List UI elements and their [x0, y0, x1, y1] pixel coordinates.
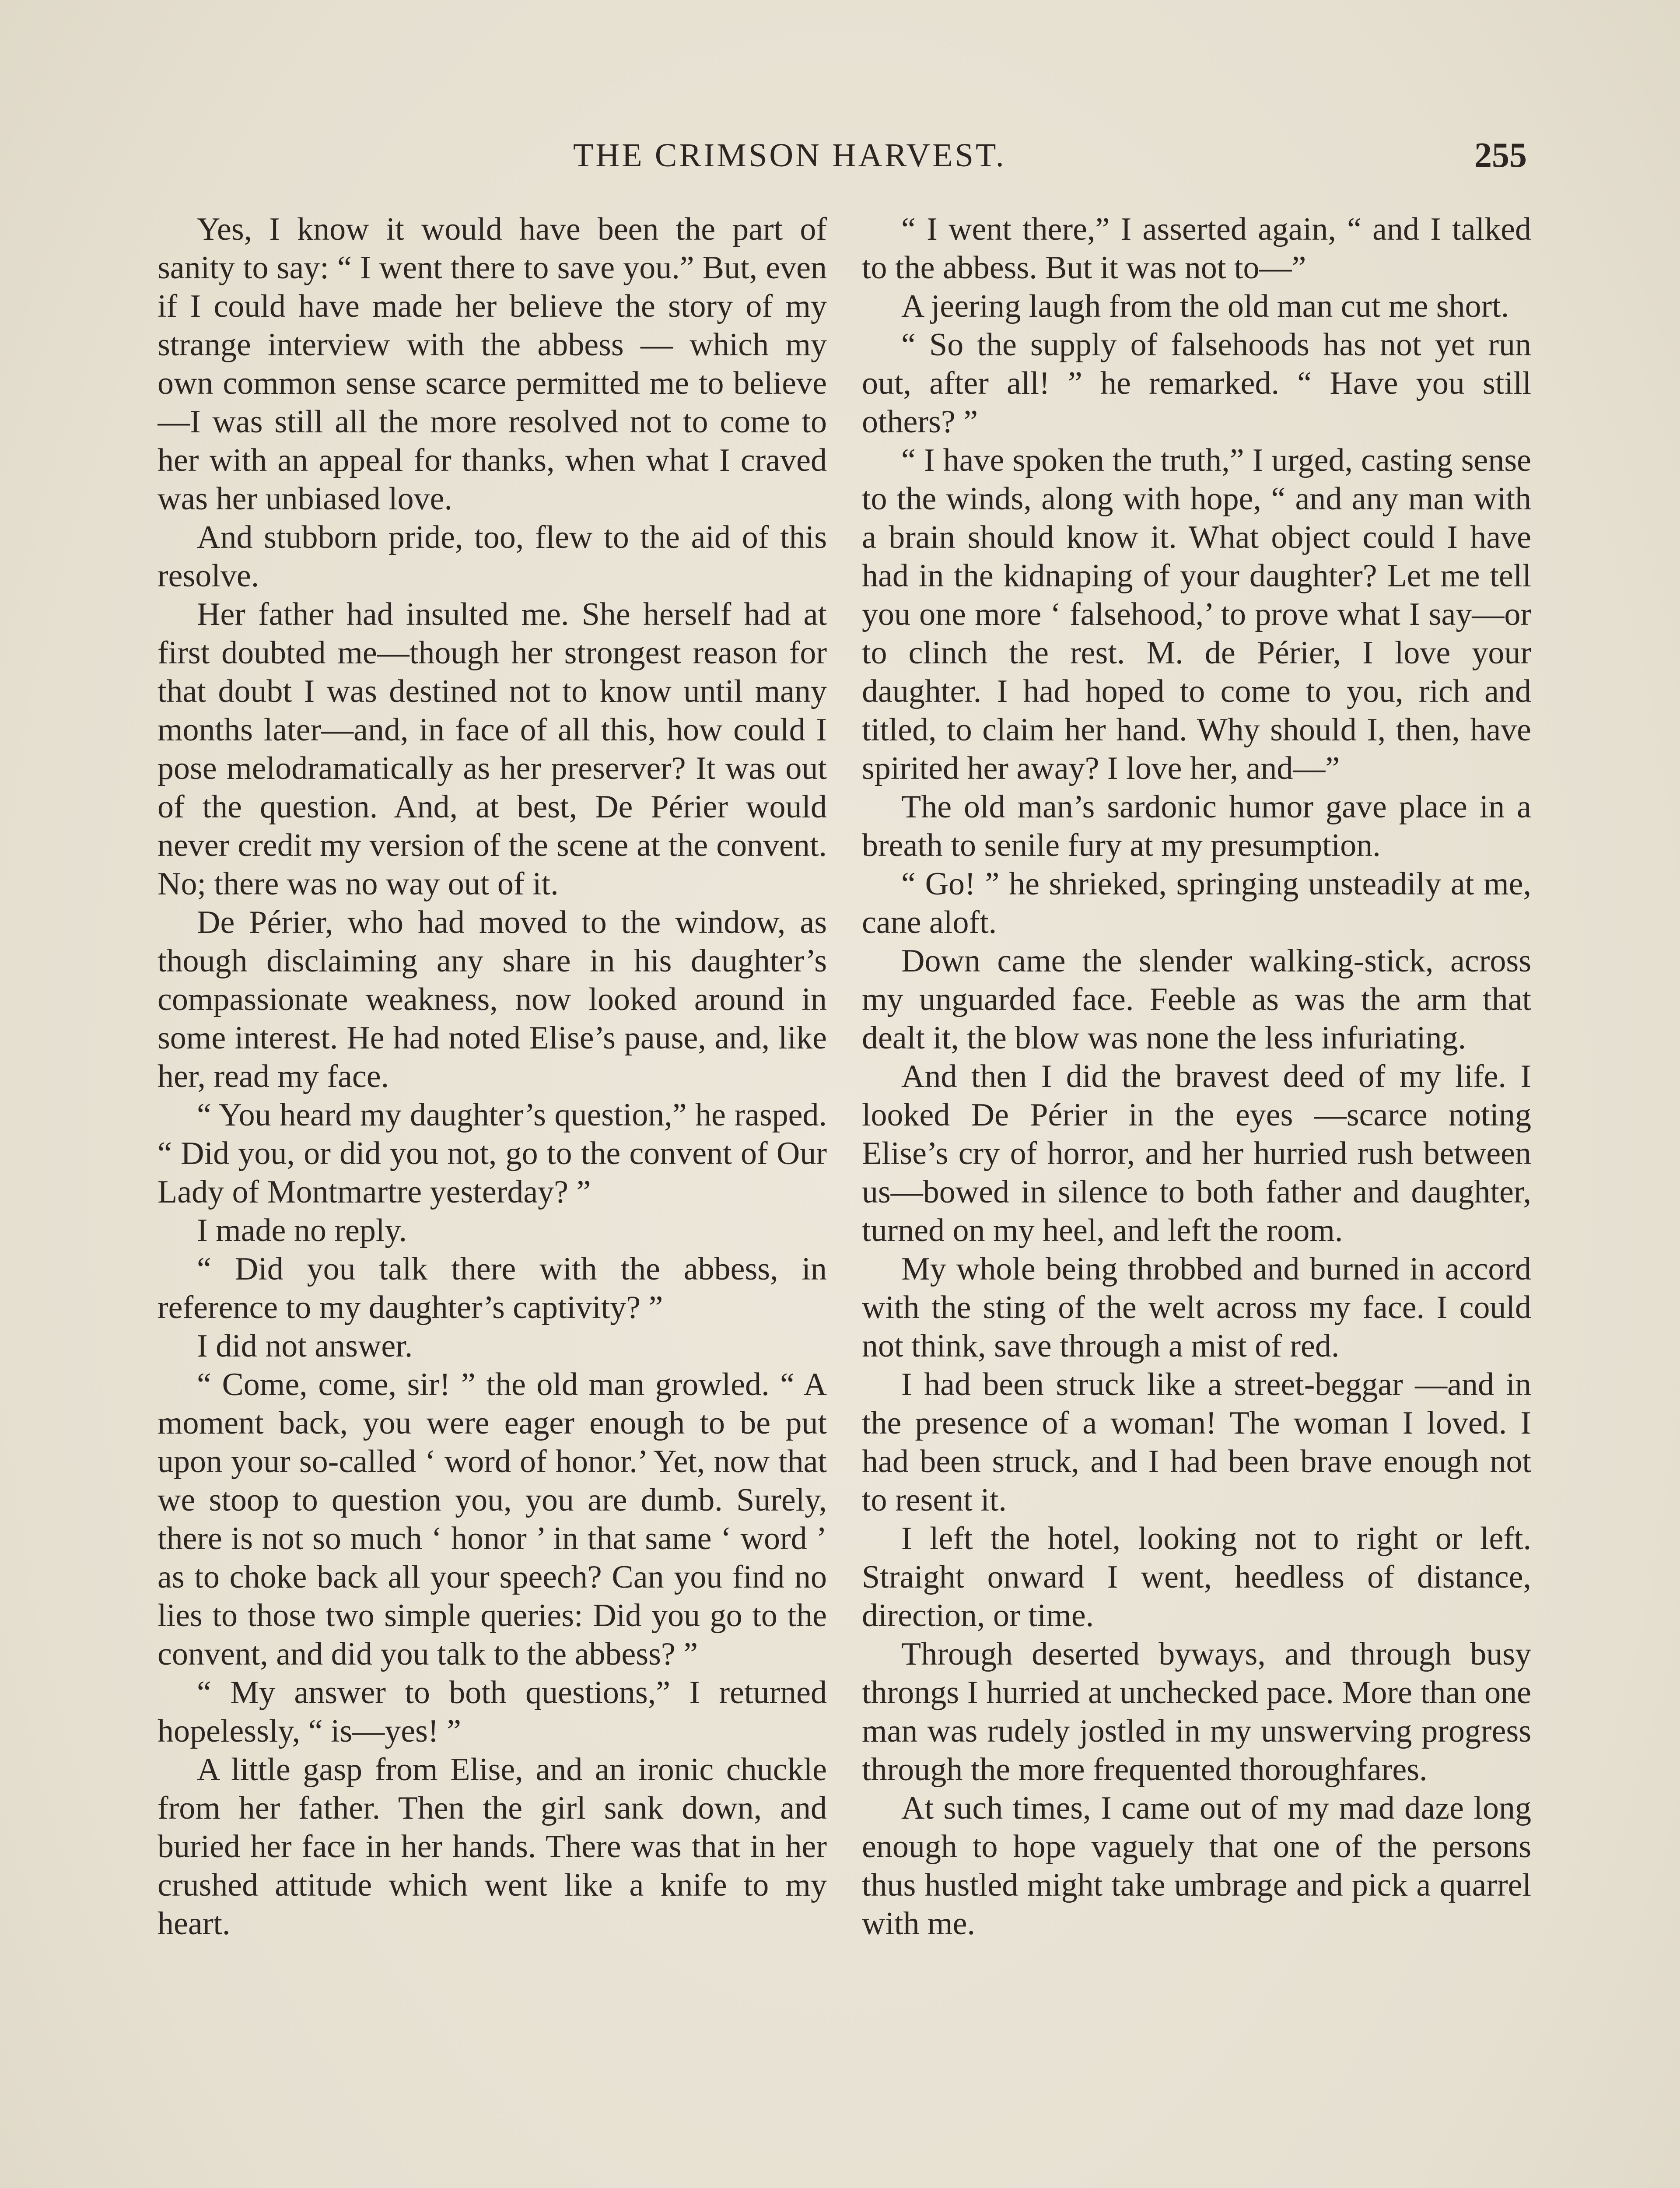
- paragraph: “ Did you talk there with the abbess, in reference to my daughter’s captivity? ”: [158, 1251, 827, 1325]
- paragraph: A jeering laugh from the old man cut me short.: [901, 288, 1509, 324]
- paragraph: A little gasp from Elise, and an ironic chuckle from her father. Then the girl sank down, and buried her face in her hands. There was that in her crushed attitude which went like a knife to my heart.: [158, 1752, 827, 1942]
- paragraph: I had been struck like a street-beggar —and in the presence of a woman! The woman I loved. I had been struck, and I had been brave enough not to resent it.: [862, 1367, 1531, 1518]
- paragraph: “ You heard my daughter’s question,” he rasped. “ Did you, or did you not, go to the convent of Our Lady of Montmartre yesterday? ”: [158, 1097, 827, 1210]
- paragraph: Down came the slender walking-stick, across my unguarded face. Feeble as was the arm that dealt it, the blow was none the less infuriating.: [862, 943, 1531, 1056]
- paragraph: At such times, I came out of my mad daze long enough to hope vaguely that one of the persons thus hustled might take umbrage and pick a quarrel with me.: [862, 1790, 1531, 1942]
- paragraph: And then I did the bravest deed of my life. I looked De Périer in the eyes —scarce noting Elise’s cry of horror, and her hurried rush between us—bowed in silence to both father and daughter, turned on my heel, and left the room.: [862, 1059, 1531, 1248]
- paragraph: Yes, I know it would have been the part of sanity to say: “ I went there to save you.” But, even if I could have made her believe the story of my strange interview with the abbess — which my own common sense scarce permitted me to believe—I was still all the more resolved not to come to her with an appeal for thanks, when what I craved was her unbiased love.: [158, 211, 827, 517]
- paragraph: I made no reply.: [197, 1213, 407, 1248]
- paragraph: I left the hotel, looking not to right or left. Straight onward I went, heedless of distance, direction, or time.: [862, 1521, 1531, 1634]
- right-column: [862, 210, 1531, 2188]
- paragraph: “ Go! ” he shrieked, springing unsteadily at me, cane aloft.: [862, 866, 1531, 940]
- paragraph: I did not answer.: [197, 1328, 413, 1364]
- paragraph: “ Come, come, sir! ” the old man growled. “ A moment back, you were eager enough to be put upon your so-called ‘ word of honor.’ Yet, now that we stoop to question you, you are dumb. Surely, there is not so much ‘ honor ’ in that same ‘ word ’ as to choke back all your speech? Can you find no lies to those two simple queries: Did you go to the convent, and did you talk to the abbess? ”: [158, 1367, 827, 1672]
- paragraph: My whole being throbbed and burned in accord with the sting of the welt across my face. I could not think, save through a mist of red.: [862, 1251, 1531, 1364]
- left-column: [158, 210, 827, 2188]
- paragraph: “ My answer to both questions,” I returned hopelessly, “ is—yes! ”: [158, 1675, 827, 1749]
- paragraph: Her father had insulted me. She herself had at first doubted me—though her strongest reason for that doubt I was destined not to know until many months later—and, in face of all this, how could I pose melodramatically as her preserver? It was out of the question. And, at best, De Périer would never credit my version of the scene at the convent. No; there was no way out of it.: [158, 596, 827, 902]
- paragraph: “ I went there,” I asserted again, “ and I talked to the abbess. But it was not to—”: [862, 211, 1531, 286]
- paragraph: “ So the supply of falsehoods has not yet run out, after all! ” he remarked. “ Have you still others? ”: [862, 327, 1531, 440]
- paragraph: And stubborn pride, too, flew to the aid of this resolve.: [158, 519, 827, 594]
- running-title: THE CRIMSON HARVEST.: [573, 137, 1006, 174]
- paragraph: “ I have spoken the truth,” I urged, casting sense to the winds, along with hope, “ and any man with a brain should know it. What object could I have had in the kidnaping of your daughter? Let me tell you one more ‘ falsehood,’ to prove what I say—or to clinch the rest. M. de Périer, I love your daughter. I had hoped to come to you, rich and titled, to claim her hand. Why should I, then, have spirited her away? I love her, and—”: [862, 442, 1531, 786]
- page-number: 255: [1474, 136, 1527, 175]
- page-header: [158, 131, 1527, 179]
- paragraph: The old man’s sardonic humor gave place in a breath to senile fury at my presumption.: [862, 789, 1531, 863]
- paragraph: Through deserted byways, and through busy throngs I hurried at unchecked pace. More than one man was rudely jostled in my unswerving progress through the more frequented thoroughfares.: [862, 1636, 1531, 1788]
- paragraph: De Périer, who had moved to the window, as though disclaiming any share in his daughter’s compassionate weakness, now looked around in some interest. He had noted Elise’s pause, and, like her, read my face.: [158, 905, 827, 1094]
